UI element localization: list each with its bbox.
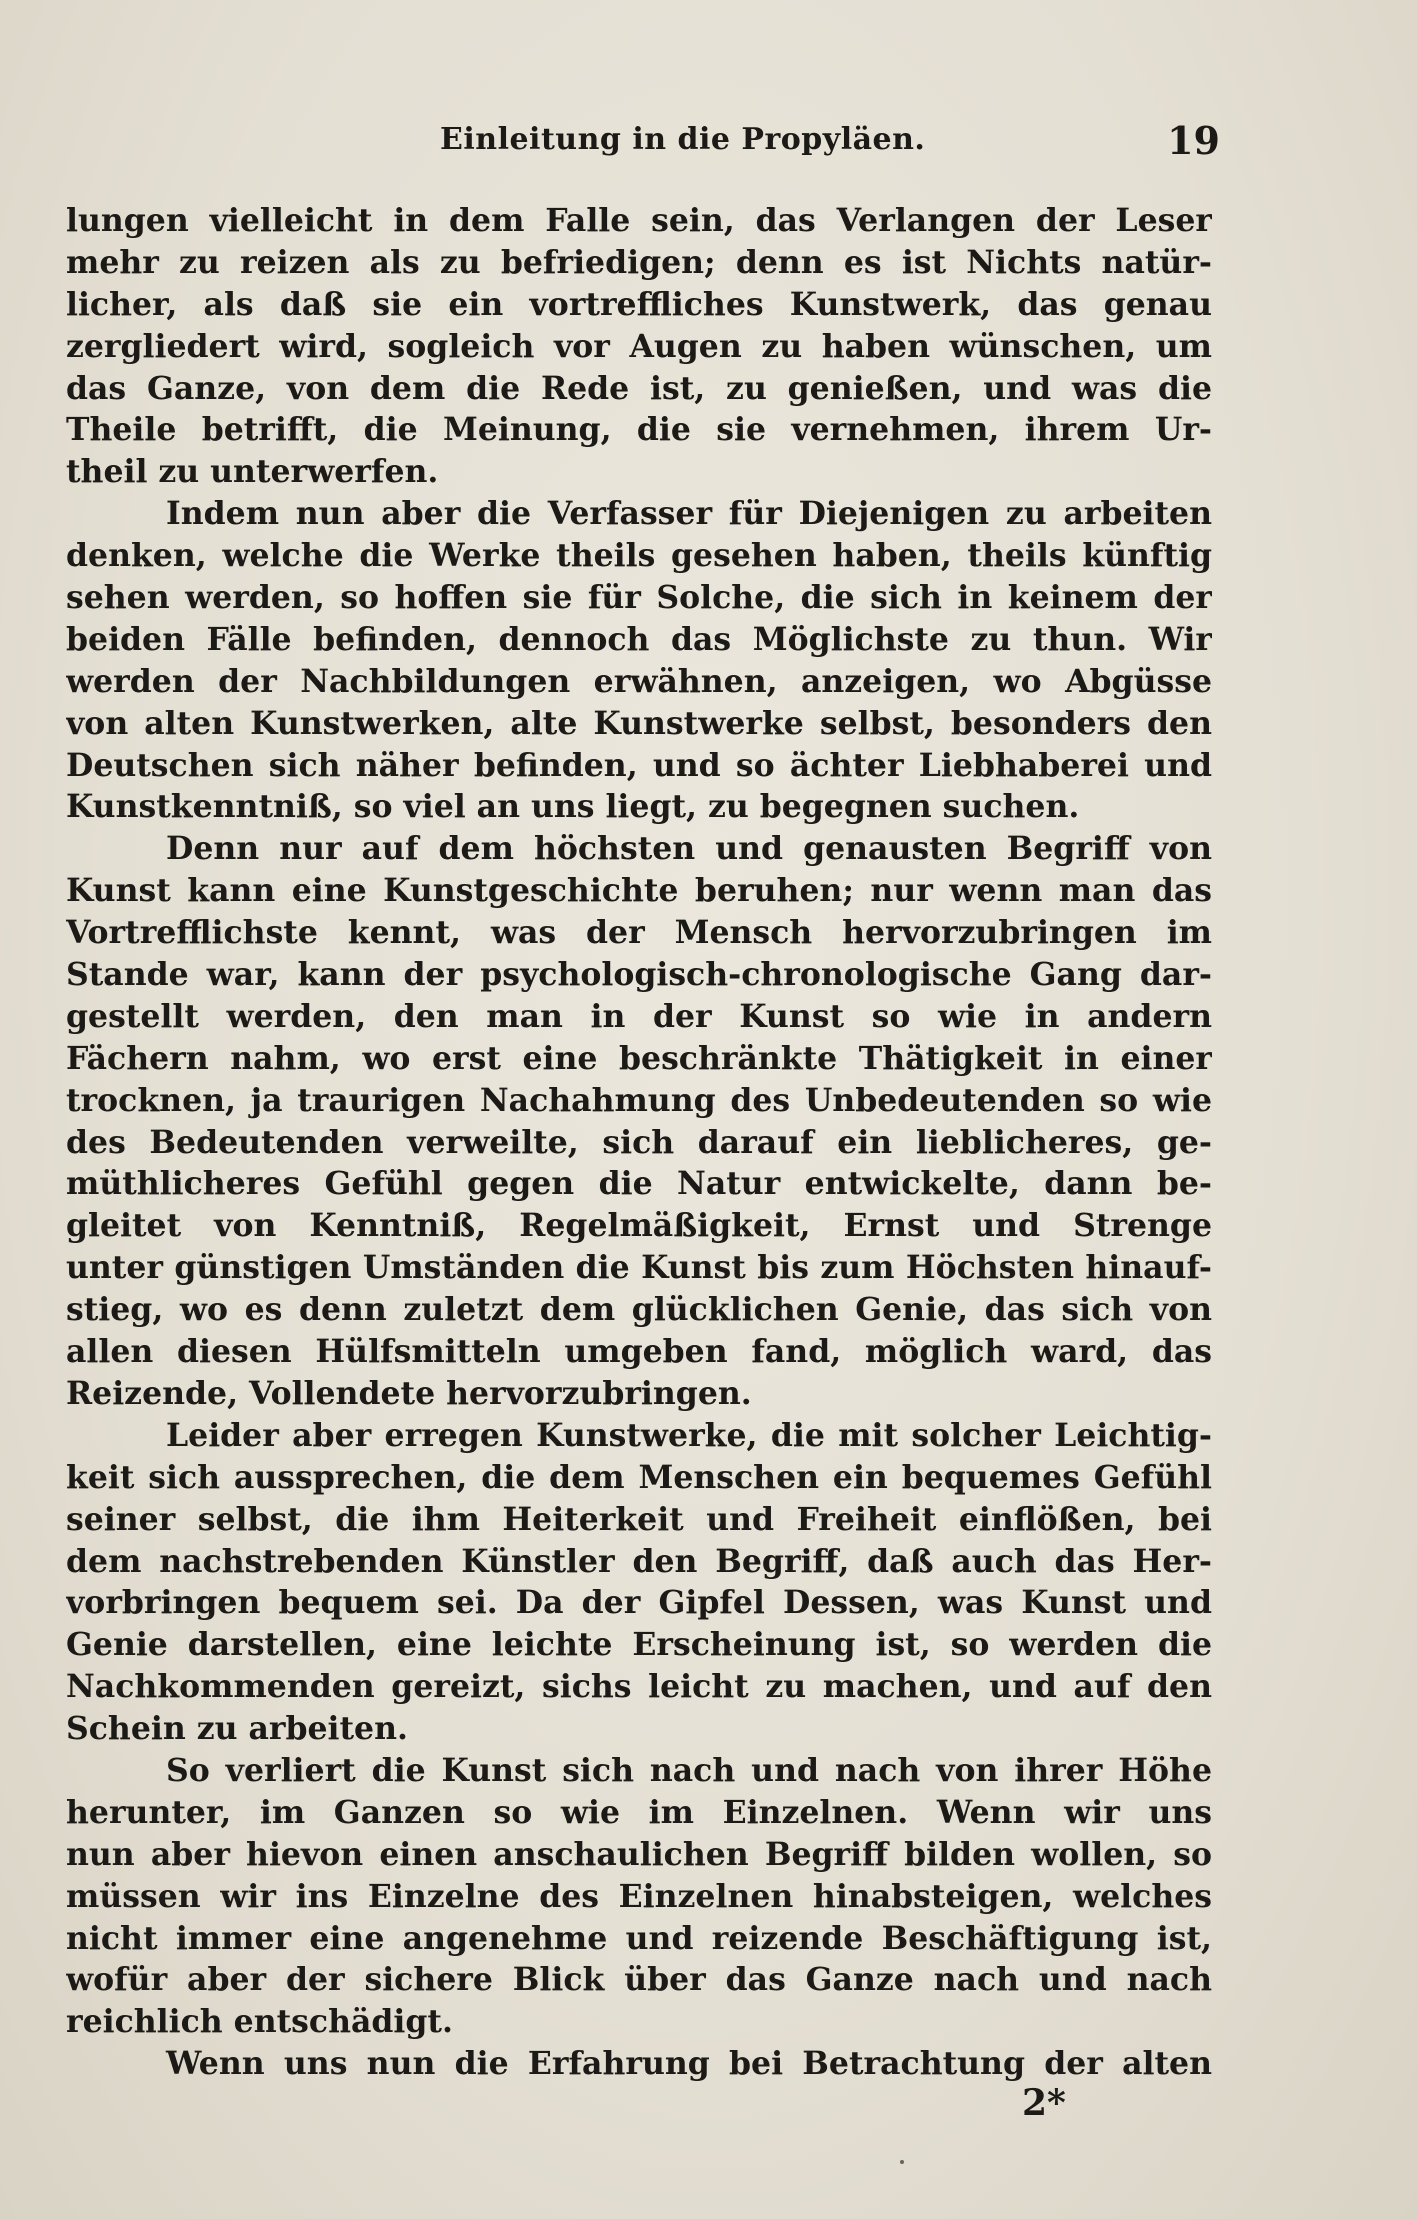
text-line: Reizende, Vollendete hervorzubringen. — [66, 1374, 752, 1412]
page-number: 19 — [1167, 118, 1220, 163]
text-line: vorbringen bequem sei. Da der Gipfel Dessen, was Kunst und — [66, 1584, 1212, 1622]
text-line: Theile betrifft, die Meinung, die sie vernehmen, ihrem Ur- — [66, 411, 1212, 449]
text-line: werden der Nachbildungen erwähnen, anzeigen, wo Abgüsse — [66, 662, 1212, 700]
text-line: seiner selbst, die ihm Heiterkeit und Freiheit einflößen, bei — [66, 1500, 1212, 1538]
text-line: So verliert die Kunst sich nach und nach von ihrer Höhe — [166, 1751, 1212, 1789]
text-line: Indem nun aber die Verfasser für Diejenigen zu arbeiten — [166, 495, 1212, 533]
text-line: lungen vielleicht in dem Falle sein, das Verlangen der Leser — [66, 202, 1212, 239]
text-line: das Ganze, von dem die Rede ist, zu genießen, und was die — [66, 369, 1212, 407]
text-line: des Bedeutenden verweilte, sich darauf ein lieblicheres, ge- — [66, 1123, 1212, 1161]
text-line: dem nachstrebenden Künstler den Begriff, daß auch das Her- — [66, 1542, 1212, 1580]
text-line: müthlicheres Gefühl gegen die Natur entwickelte, dann be- — [66, 1165, 1212, 1203]
text-line: Genie darstellen, eine leichte Erscheinung ist, so werden die — [66, 1626, 1212, 1664]
text-line: gleitet von Kenntniß, Regelmäßigkeit, Ernst und Strenge — [66, 1207, 1212, 1245]
text-line: gestellt werden, den man in der Kunst so wie in andern — [66, 997, 1212, 1035]
text-line: nun aber hievon einen anschaulichen Begriff bilden wollen, so — [66, 1835, 1212, 1873]
text-line: licher, als daß sie ein vortreffliches Kunstwerk, das genau — [66, 285, 1212, 323]
text-line: Kunst kann eine Kunstgeschichte beruhen; nur wenn man das — [66, 872, 1212, 910]
text-line: von alten Kunstwerken, alte Kunstwerke selbst, besonders den — [66, 704, 1212, 742]
text-line: Stande war, kann der psychologisch-chronologische Gang dar- — [66, 956, 1212, 994]
page-header — [60, 118, 1220, 168]
text-line: Schein zu arbeiten. — [66, 1710, 408, 1748]
paper-speck — [900, 2160, 904, 2164]
text-line: zergliedert wird, sogleich vor Augen zu haben wünschen, um — [66, 327, 1212, 365]
text-line: nicht immer eine angenehme und reizende Beschäftigung ist, — [66, 1919, 1212, 1957]
text-line: Vortrefflichste kennt, was der Mensch hervorzubringen im — [66, 914, 1212, 952]
text-line: stieg, wo es denn zuletzt dem glücklichen Genie, das sich von — [66, 1291, 1212, 1329]
text-line: wofür aber der sichere Blick über das Ganze nach und nach — [66, 1961, 1212, 1999]
body-text — [66, 200, 1212, 2085]
text-line: Fächern nahm, wo erst eine beschränkte Thätigkeit in einer — [66, 1039, 1212, 1077]
text-line: mehr zu reizen als zu befriedigen; denn es ist Nichts natür- — [66, 243, 1212, 281]
text-line: sehen werden, so hoffen sie für Solche, die sich in keinem der — [66, 579, 1212, 617]
text-line: herunter, im Ganzen so wie im Einzelnen. Wenn wir uns — [66, 1793, 1212, 1831]
text-line: trocknen, ja traurigen Nachahmung des Unbedeutenden so wie — [66, 1081, 1212, 1119]
text-line: keit sich aussprechen, die dem Menschen ein bequemes Gefühl — [66, 1458, 1212, 1496]
signature-mark: 2* — [1022, 2082, 1066, 2124]
text-line: theil zu unterwerfen. — [66, 453, 439, 491]
text-line: Nachkommenden gereizt, sichs leicht zu machen, und auf den — [66, 1668, 1212, 1706]
text-line: unter günstigen Umständen die Kunst bis zum Höchsten hinauf- — [66, 1249, 1212, 1287]
text-line: denken, welche die Werke theils gesehen haben, theils künftig — [66, 537, 1212, 575]
text-line: Kunstkenntniß, so viel an uns liegt, zu begegnen suchen. — [66, 788, 1080, 826]
text-line: müssen wir ins Einzelne des Einzelnen hinabsteigen, welches — [66, 1877, 1212, 1915]
running-head: Einleitung in die Propyläen. — [440, 122, 926, 157]
text-line: Wenn uns nun die Erfahrung bei Betrachtung der alten — [166, 2045, 1212, 2083]
text-line: Leider aber erregen Kunstwerke, die mit solcher Leichtig- — [166, 1416, 1212, 1454]
text-line: allen diesen Hülfsmitteln umgeben fand, möglich ward, das — [66, 1333, 1212, 1371]
text-line: Deutschen sich näher befinden, und so ächter Liebhaberei und — [66, 746, 1212, 784]
text-line: reichlich entschädigt. — [66, 2003, 453, 2041]
text-line: Denn nur auf dem höchsten und genausten Begriff von — [166, 830, 1212, 868]
text-line: beiden Fälle befinden, dennoch das Möglichste zu thun. Wir — [66, 620, 1212, 658]
